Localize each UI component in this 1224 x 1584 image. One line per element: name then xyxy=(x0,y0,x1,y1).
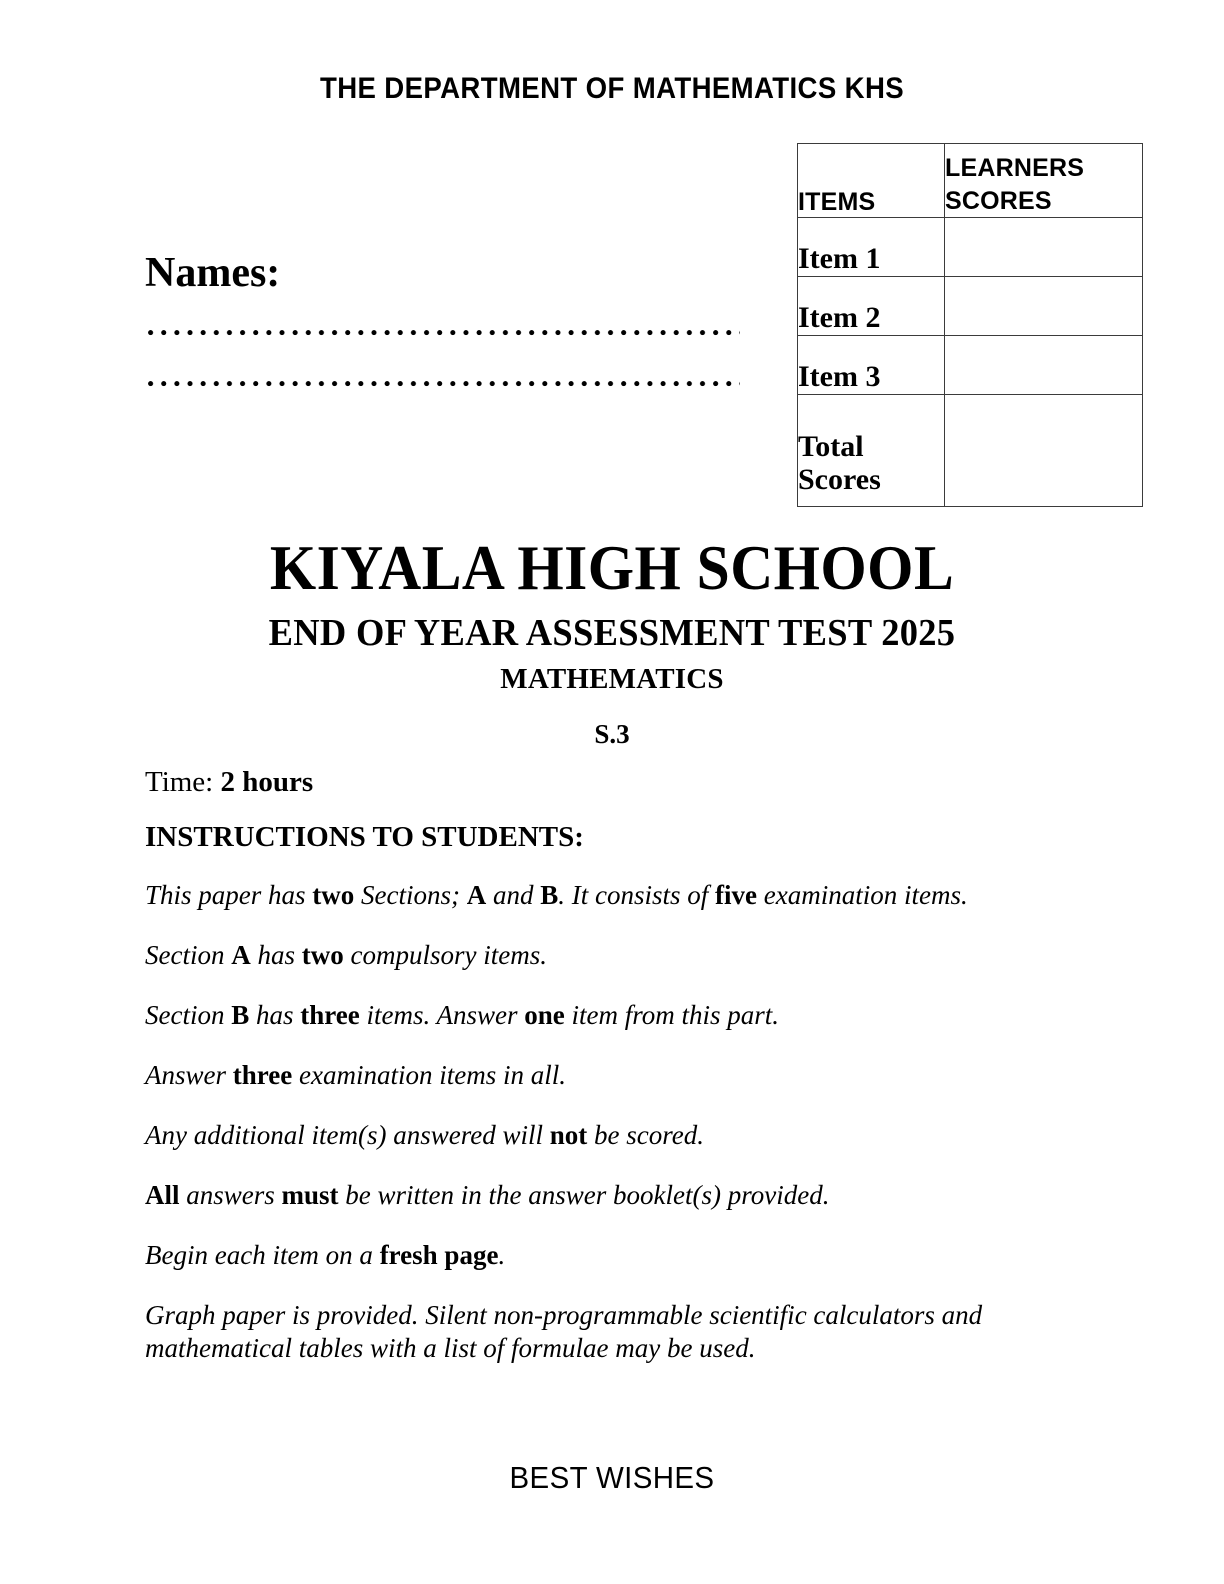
row-label-total-scores: Total Scores xyxy=(798,395,945,507)
column-header-learners-scores-line1: LEARNERS xyxy=(945,154,1085,182)
instruction-4-segment-3: examination items in all. xyxy=(292,1059,566,1090)
score-cell-total-scores[interactable] xyxy=(945,395,1143,507)
row-label-item-2: Item 2 xyxy=(798,277,945,336)
names-input-line-1[interactable] xyxy=(148,330,740,340)
instruction-item-6 xyxy=(145,1179,1090,1212)
instruction-5-segment-2: not xyxy=(549,1119,588,1150)
class-level: S.3 xyxy=(594,719,630,749)
table-header-row xyxy=(798,144,1143,218)
instruction-1-segment-3: Sections; xyxy=(354,880,467,910)
table-row xyxy=(798,277,1143,336)
instruction-1-segment-6: B xyxy=(540,880,559,910)
subject-name: MATHEMATICS xyxy=(500,663,724,695)
column-header-items: ITEMS xyxy=(798,144,945,218)
exam-name: END OF YEAR ASSESSMENT TEST 2025 xyxy=(268,612,956,654)
instruction-2-segment-3: has xyxy=(250,939,302,970)
instruction-3-segment-1: Section xyxy=(145,999,232,1030)
instruction-item-8 xyxy=(145,1299,1090,1365)
instruction-item-1 xyxy=(145,879,1090,912)
instruction-6-segment-1: All xyxy=(145,1179,180,1210)
row-label-item-3: Item 3 xyxy=(798,336,945,395)
table-row xyxy=(798,395,1143,507)
best-wishes-footer: BEST WISHES xyxy=(509,1460,715,1495)
instruction-3-segment-7: item from this part. xyxy=(564,999,780,1030)
department-header: THE DEPARTMENT OF MATHEMATICS KHS xyxy=(319,72,905,105)
names-input-line-2[interactable] xyxy=(148,381,740,391)
instruction-3-segment-2: B xyxy=(231,999,250,1030)
table-row xyxy=(798,336,1143,395)
instruction-2-segment-1: Section xyxy=(145,939,232,970)
instruction-1-segment-5: and xyxy=(486,880,541,910)
instruction-2-segment-5: compulsory items. xyxy=(343,939,547,970)
instruction-7-segment-3: . xyxy=(498,1239,506,1270)
instruction-1-segment-9: examination items. xyxy=(757,880,968,910)
instruction-item-5 xyxy=(145,1119,1090,1152)
instruction-6-segment-2: answers xyxy=(179,1179,282,1210)
instruction-item-4 xyxy=(145,1059,1090,1092)
title-block xyxy=(0,532,1224,749)
instruction-7-segment-2: fresh page xyxy=(379,1239,499,1270)
column-header-learners-scores xyxy=(945,144,1143,218)
instruction-item-2 xyxy=(145,939,1090,972)
instruction-1-segment-1: This paper has xyxy=(145,880,313,910)
column-header-learners-scores-line2: SCORES xyxy=(945,186,1052,215)
instruction-3-segment-6: one xyxy=(524,999,565,1030)
score-cell-item-2[interactable] xyxy=(945,277,1143,336)
names-label: Names: xyxy=(145,250,281,296)
instruction-1-segment-8: five xyxy=(715,880,758,910)
instruction-7-segment-1: Begin each item on a xyxy=(145,1239,380,1270)
learner-scores-table xyxy=(797,143,1143,507)
instruction-1-segment-4: A xyxy=(466,880,487,910)
body-block xyxy=(145,768,1090,1364)
instruction-6-segment-3: must xyxy=(281,1179,339,1210)
instruction-4-segment-1: Answer xyxy=(145,1059,233,1090)
instruction-4-segment-2: three xyxy=(232,1059,293,1090)
time-label: Time: xyxy=(145,766,214,798)
instruction-3-segment-4: three xyxy=(300,999,360,1030)
learner-scores-table-wrapper xyxy=(797,143,1142,507)
instructions-list xyxy=(145,879,1090,1364)
instruction-5-segment-1: Any additional item(s) answered will xyxy=(145,1119,550,1150)
school-name: KIYALA HIGH SCHOOL xyxy=(269,532,955,603)
instructions-heading: INSTRUCTIONS TO STUDENTS: xyxy=(145,821,584,853)
instruction-2-segment-2: A xyxy=(231,939,251,970)
time-value: 2 hours xyxy=(220,766,314,798)
row-label-item-1: Item 1 xyxy=(798,218,945,277)
instruction-8-segment-1: Graph paper is provided. Silent non-programmable scientific calculators and mathematical tables with a list of formulae may be used. xyxy=(145,1299,983,1363)
score-cell-item-1[interactable] xyxy=(945,218,1143,277)
instruction-1-segment-2: two xyxy=(312,880,355,910)
instruction-5-segment-3: be scored. xyxy=(587,1119,704,1150)
instruction-2-segment-4: two xyxy=(301,939,344,970)
instruction-3-segment-3: has xyxy=(249,999,301,1030)
instruction-item-3 xyxy=(145,999,1090,1032)
instruction-item-7 xyxy=(145,1239,1090,1272)
time-line xyxy=(145,768,1090,797)
instruction-6-segment-4: be written in the answer booklet(s) provided. xyxy=(338,1179,830,1210)
score-cell-item-3[interactable] xyxy=(945,336,1143,395)
table-row xyxy=(798,218,1143,277)
instruction-3-segment-5: items. Answer xyxy=(359,999,525,1030)
instruction-1-segment-7: . It consists of xyxy=(558,880,716,910)
